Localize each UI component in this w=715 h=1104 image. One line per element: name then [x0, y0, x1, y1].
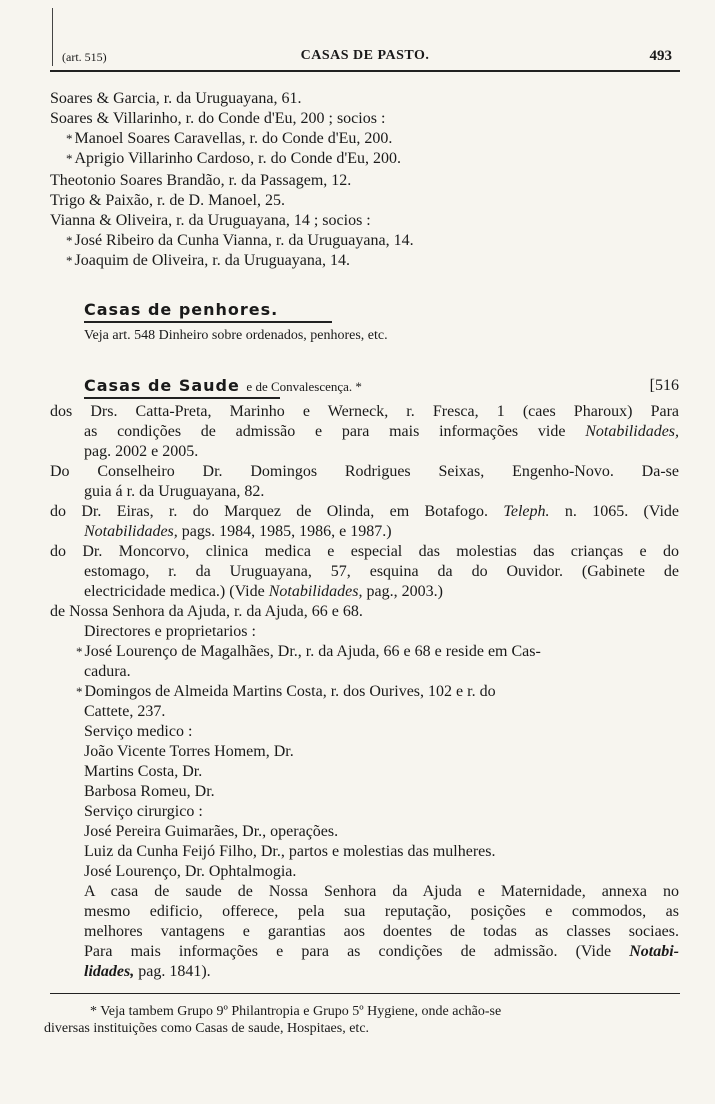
- article-number: [516: [649, 377, 679, 394]
- running-header: [50, 48, 680, 70]
- paragraph-line: lidades, pag. 1841).: [84, 963, 211, 980]
- page-title: CASAS DE PASTO.: [300, 48, 430, 63]
- entry-line: Do Conselheiro Dr. Domingos Rodrigues Seixas, Engenho-Novo. Da-se: [50, 463, 679, 480]
- entry-line: do Dr. Moncorvo, clinica medica e especial das molestias das crianças e do: [50, 543, 679, 560]
- heading-underline: [84, 397, 280, 399]
- entry-line: Notabilidades, pags. 1984, 1985, 1986, e 1987.): [84, 523, 392, 540]
- entry-line: Directores e proprietarios :: [84, 623, 256, 640]
- entry-line: Serviço medico :: [84, 723, 193, 740]
- footnote-line: diversas instituições como Casas de saude, Hospitaes, etc.: [44, 1021, 370, 1036]
- entry-line: electricidade medica.) (Vide Notabilidades, pag., 2003.): [84, 583, 443, 600]
- article-reference: (art. 515): [62, 50, 107, 64]
- paragraph-line: Para mais informações e para as condições de admissão. (Vide Notabi-: [84, 943, 680, 960]
- list-item: * Aprigio Villarinho Cardoso, r. do Conde d'Eu, 200.: [66, 150, 401, 167]
- entry-line: José Pereira Guimarães, Dr., operações.: [84, 823, 339, 840]
- paragraph-line: mesmo edificio, offerece, pela sua reputação, posições e commodos, as: [84, 903, 679, 920]
- list-item: * Joaquim de Oliveira, r. da Uruguayana, 14.: [66, 252, 350, 269]
- header-rule: [50, 70, 680, 72]
- entry-line: as condições de admissão e para mais informações vide Notabilidades,: [84, 423, 680, 440]
- footnote-line: * Veja tambem Grupo 9º Philantropia e Grupo 5º Hygiene, onde achão-se: [90, 1004, 502, 1019]
- entry-line: Cattete, 237.: [84, 703, 166, 720]
- entry-line: * José Lourenço de Magalhães, Dr., r. da Ajuda, 66 e 68 e reside em Cas-: [76, 643, 541, 660]
- section-heading-penhores: Casas de penhores.: [84, 300, 279, 319]
- entry-line: Barbosa Romeu, Dr.: [84, 783, 215, 800]
- entry-line: Serviço cirurgico :: [84, 803, 203, 820]
- entry-line: do Dr. Eiras, r. do Marquez de Olinda, em Botafogo. Teleph. n. 1065. (Vide: [50, 503, 680, 520]
- entry-line: cadura.: [84, 663, 131, 680]
- cross-reference: Veja art. 548 Dinheiro sobre ordenados, penhores, etc.: [84, 328, 388, 343]
- entry-line: estomago, r. da Uruguayana, 57, esquina da do Ouvidor. (Gabinete de: [84, 563, 679, 580]
- entry-line: Luiz da Cunha Feijó Filho, Dr., partos e molestias das mulheres.: [84, 843, 496, 860]
- paragraph-line: melhores vantagens e garantias aos doentes de todas as classes sociaes.: [84, 923, 679, 940]
- list-item: * José Ribeiro da Cunha Vianna, r. da Uruguayana, 14.: [66, 232, 414, 249]
- entry-line: * Domingos de Almeida Martins Costa, r. dos Ourives, 102 e r. do: [76, 683, 496, 700]
- entry-line: dos Drs. Catta-Preta, Marinho e Werneck, r. Fresca, 1 (caes Pharoux) Para: [50, 403, 679, 420]
- paragraph-line: A casa de saude de Nossa Senhora da Ajuda e Maternidade, annexa no: [84, 883, 679, 900]
- entry-line: pag. 2002 e 2005.: [84, 443, 199, 460]
- list-item: Trigo & Paixão, r. de D. Manoel, 25.: [50, 192, 285, 209]
- section-heading-saude: Casas de Saude e de Convalescença. *: [84, 376, 362, 395]
- page-number: 493: [649, 48, 672, 64]
- entry-line: guia á r. da Uruguayana, 82.: [84, 483, 265, 500]
- list-item: Soares & Villarinho, r. do Conde d'Eu, 200 ; socios :: [50, 110, 386, 127]
- footnote-rule: [50, 993, 680, 994]
- list-item: Soares & Garcia, r. da Uruguayana, 61.: [50, 90, 302, 107]
- heading-underline: [84, 321, 332, 323]
- list-item: Vianna & Oliveira, r. da Uruguayana, 14 ; socios :: [50, 212, 371, 229]
- entry-line: de Nossa Senhora da Ajuda, r. da Ajuda, 66 e 68.: [50, 603, 363, 620]
- entry-line: João Vicente Torres Homem, Dr.: [84, 743, 294, 760]
- entry-line: Martins Costa, Dr.: [84, 763, 203, 780]
- list-item: Theotonio Soares Brandão, r. da Passagem, 12.: [50, 172, 352, 189]
- entry-line: José Lourenço, Dr. Ophtalmogia.: [84, 863, 297, 880]
- list-item: * Manoel Soares Caravellas, r. do Conde d'Eu, 200.: [66, 130, 393, 147]
